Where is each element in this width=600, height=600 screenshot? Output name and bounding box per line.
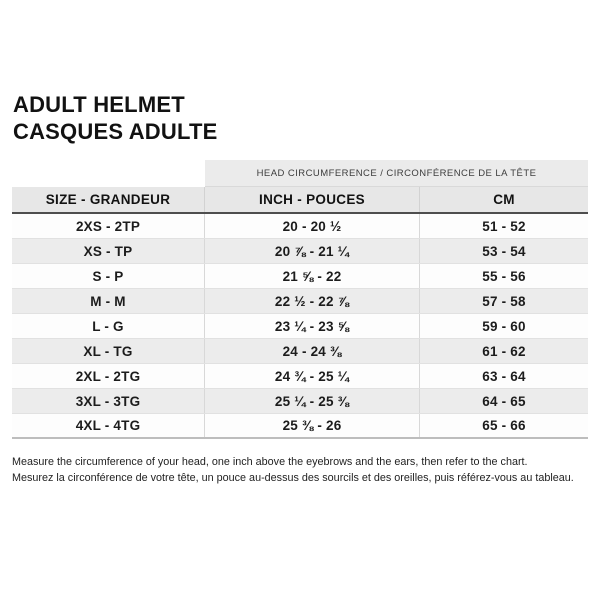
cm-cell: 61 - 62 [482, 343, 526, 359]
table-row [12, 414, 588, 439]
size-cell: 3XL - 3TG [12, 389, 205, 413]
size-cell: 4XL - 4TG [12, 414, 205, 437]
measuring-instructions-en: Measure the circumference of your head, one inch above the eyebrows and the ears, then refer to the chart. [12, 456, 528, 468]
cm-cell: 59 - 60 [482, 318, 526, 334]
table-row [12, 239, 588, 264]
cm-cell: 64 - 65 [482, 393, 526, 409]
size-cell: XS - TP [12, 239, 205, 263]
cm-cell: 55 - 56 [482, 268, 526, 284]
cm-cell: 63 - 64 [482, 368, 526, 384]
cm-cell: 51 - 52 [482, 218, 526, 234]
inch-cell: 24 - 24 ⅜ [205, 339, 420, 363]
span-header-spacer [12, 160, 205, 187]
size-cell: L - G [12, 314, 205, 338]
table-row [12, 289, 588, 314]
page-title [13, 91, 217, 145]
inch-cell: 22 ½ - 22 ⅞ [205, 289, 420, 313]
inch-cell: 25 ¼ - 25 ⅜ [205, 389, 420, 413]
column-header-row [12, 187, 588, 214]
inch-cell: 23 ¼ - 23 ⅝ [205, 314, 420, 338]
inch-cell: 24 ¾ - 25 ¼ [205, 364, 420, 388]
column-header-cm: CM [493, 192, 515, 207]
size-cell: M - M [12, 289, 205, 313]
page-title-line1: ADULT HELMET [13, 92, 185, 117]
table-row [12, 389, 588, 414]
measuring-instructions-fr: Mesurez la circonférence de votre tête, un pouce au-dessus des sourcils et des oreilles, puis référez-vous au tableau. [12, 471, 574, 484]
span-header-row [12, 160, 588, 187]
size-cell: 2XL - 2TG [12, 364, 205, 388]
table-row [12, 364, 588, 389]
size-cell: S - P [12, 264, 205, 288]
inch-cell: 20 ⅞ - 21 ¼ [205, 239, 420, 263]
cm-cell: 57 - 58 [482, 293, 526, 309]
head-circumference-header: HEAD CIRCUMFERENCE / CIRCONFÉRENCE DE LA TÊTE [205, 160, 588, 187]
inch-cell: 25 ⅜ - 26 [205, 414, 420, 437]
table-row [12, 339, 588, 364]
size-cell: 2XS - 2TP [12, 214, 205, 238]
table-row [12, 264, 588, 289]
table-row [12, 314, 588, 339]
column-header-size: SIZE - GRANDEUR [12, 187, 205, 212]
size-cell: XL - TG [12, 339, 205, 363]
cm-cell: 53 - 54 [482, 243, 526, 259]
inch-cell: 21 ⅝ - 22 [205, 264, 420, 288]
table-row [12, 214, 588, 239]
cm-cell: 65 - 66 [482, 418, 526, 433]
size-chart-table [12, 160, 588, 439]
column-header-inch: INCH - POUCES [205, 187, 420, 212]
measuring-instructions [12, 455, 574, 486]
page-title-line2: CASQUES ADULTE [13, 119, 218, 144]
inch-cell: 20 - 20 ½ [205, 214, 420, 238]
